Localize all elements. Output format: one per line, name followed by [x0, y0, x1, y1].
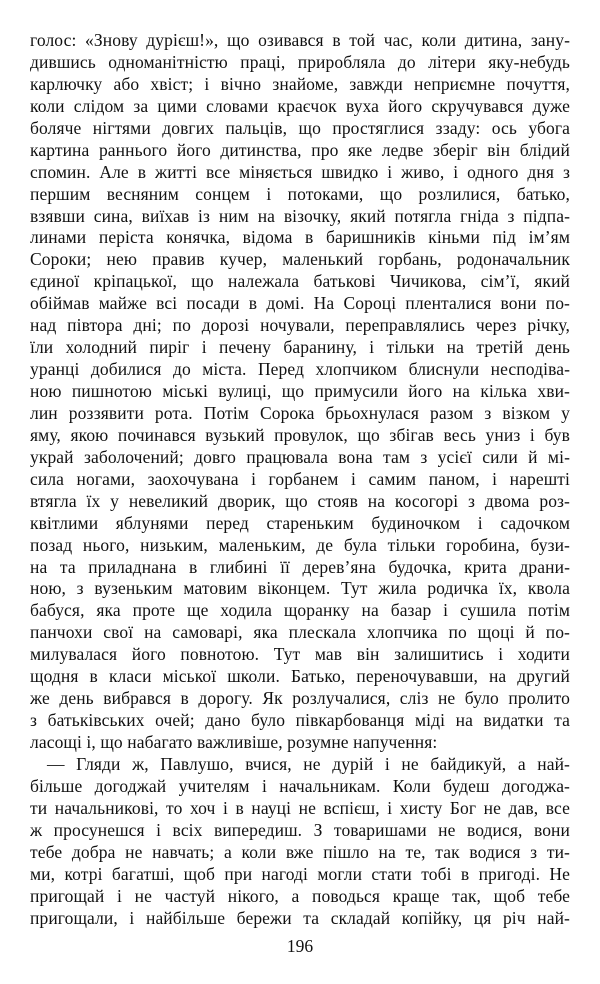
text-line: милувалася його повнотою. Тут мав він залишитись і ходити — [30, 644, 570, 665]
text-line: обіймав майже всі посади в домі. На Сороці пленталися вони по- — [30, 293, 570, 314]
text-line: сила ногами, заохочувана і горбанем і самим паном, і нарешті — [30, 468, 570, 489]
text-line: позад нього, низьким, маленьким, де була тільки горобина, бузи- — [30, 534, 570, 555]
text-line: бабуся, яка проте ще ходила щоранку на базар і сушила потім — [30, 600, 570, 621]
text-line-paragraph-start: — Гляди ж, Павлушо, вчися, не дурій і не байдикуй, а най- — [47, 753, 570, 774]
text-line: украй заболочений; довго працювала вона там з усієї сили й мі- — [30, 446, 570, 467]
page-number: 196 — [286, 936, 314, 957]
text-line: Сороки; нею правив кучер, маленький горбань, родоначальник — [30, 249, 570, 270]
text-line: линами періста конячка, відома в баришників кіньми під ім’ям — [30, 227, 570, 248]
text-line: з батьківських очей; дано було півкарбованця міді на видатки та — [30, 710, 570, 731]
text-line-paragraph-end: ласощі і, що набагато важливіше, розумне напучення: — [30, 732, 438, 752]
text-line: ж просунешся і всіх випередиш. З товаришами не водися, вони — [30, 819, 570, 840]
text-line: більше догоджай учителям і начальникам. Коли будеш догоджа- — [30, 775, 570, 796]
text-line: уранці добилися до міста. Перед хлопчиком блиснули несподіва- — [30, 359, 570, 380]
text-line: голос: «Знову дурієш!», що озивався в той час, коли дитина, зану- — [30, 30, 570, 50]
text-line: пригощали, і найбільше бережи та складай копійку, ця річ най- — [30, 907, 570, 928]
text-line: їли холодний пиріг і печену баранину, і тільки на третій день — [30, 337, 570, 358]
text-line: картина раннього його дитинства, про яке ледве зберіг він блідий — [30, 139, 570, 160]
text-line: на та приладнана в глибині її дерев’яна будочка, крита драни- — [30, 556, 570, 577]
text-line: яму, якою починався вузький провулок, що збігав весь униз і був — [30, 424, 570, 445]
text-line: боляче нігтями довгих пальців, що простяглися ззаду: ось убога — [30, 117, 570, 138]
text-line: карлючку або хвіст; і вічно знайоме, завжди неприємне почуття, — [30, 73, 570, 94]
text-line: спомин. Але в житті все міняється швидко і живо, і одного дня з — [30, 161, 570, 182]
text-line: першим весняним сонцем і потоками, що розлилися, батько, — [30, 183, 570, 204]
text-line: єдиної кріпацької, що належала батькові Чичикова, сім’ї, який — [30, 271, 570, 292]
text-line: же день вибрався в дорогу. Як розлучалися, сліз не було пролито — [30, 688, 570, 709]
text-line: ною, з вузеньким матовим віконцем. Тут жила родичка їх, квола — [30, 578, 570, 599]
text-line: дившись одноманітністю праці, приробляла до літери яку-небудь — [30, 51, 570, 72]
text-line: квітлими яблунями перед стареньким будиночком і садочком — [30, 512, 570, 533]
text-line: лин роззявити рота. Потім Сорока брьохнулася разом з візком у — [30, 402, 570, 423]
text-line: коли слідом за цими словами краєчок вуха його скручувався дуже — [30, 95, 570, 116]
text-line: взявши сина, виїхав із ним на візочку, який потягла гніда з підпа- — [30, 205, 570, 226]
text-line: пригощай і не частуй нікого, а поводься краще так, щоб тебе — [30, 885, 570, 906]
text-line: ти начальникові, то хоч і в науці не вспієш, і хисту Бог не дав, все — [30, 797, 570, 818]
body-text — [30, 30, 570, 929]
text-line: тебе добра не навчать; а коли вже пішло на те, так водися з ти- — [30, 841, 570, 862]
text-line: ною пишнотою міські вулиці, що примусили його на кілька хви- — [30, 381, 570, 401]
text-line: над півтора дні; по дорозі ночували, переправлялись через річку, — [30, 315, 570, 336]
text-line: ми, котрі багатші, щоб при нагоді могли стати тобі в пригоді. Не — [30, 863, 570, 884]
text-line: щодня в класи міської школи. Батько, переночувавши, на другий — [30, 666, 570, 687]
text-line: панчохи свої на самоварі, яка плескала хлопчика по щоці й по- — [30, 622, 570, 643]
text-line: втягла їх у невеликий дворик, що стояв на косогорі з двома роз- — [30, 490, 570, 511]
